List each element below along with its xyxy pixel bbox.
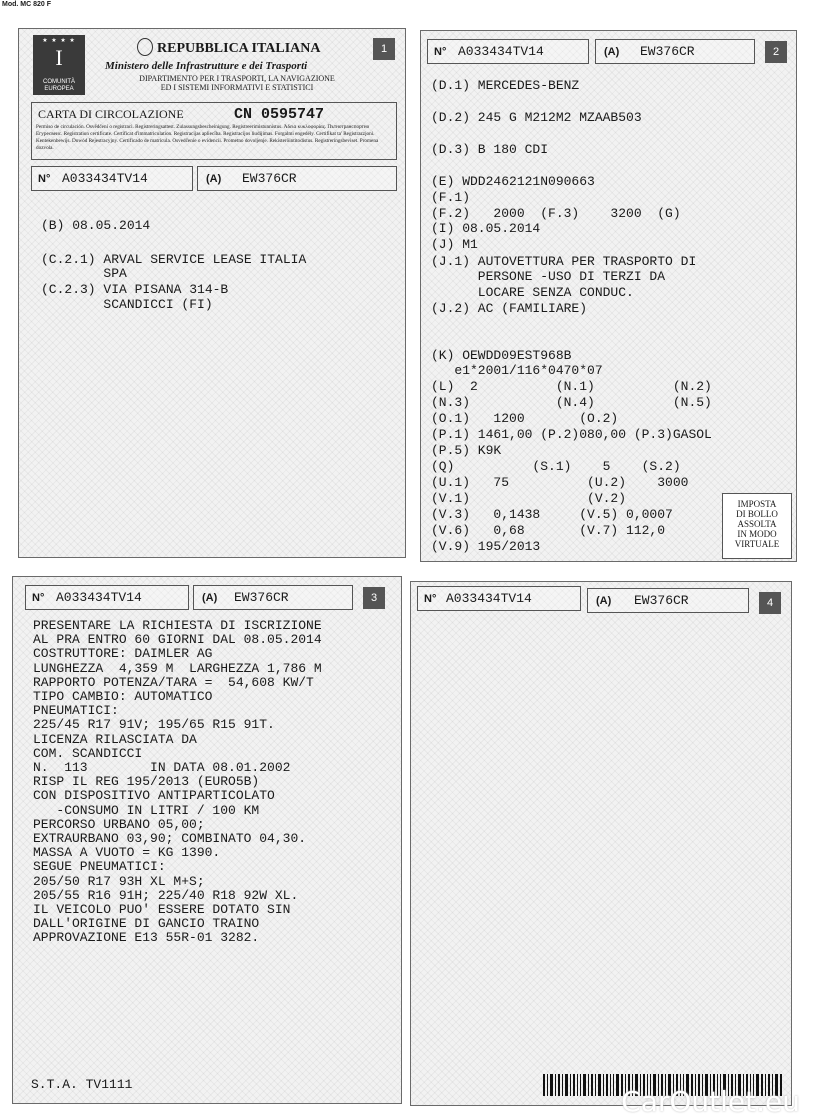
- field-line: (P.1) 1461,00 (P.2)080,00 (P.3)GASOL: [431, 427, 712, 442]
- remark-line: PRESENTARE LA RICHIESTA DI ISCRIZIONE: [33, 618, 322, 633]
- panel-number: 2: [765, 41, 787, 63]
- doc-number: A033434TV14: [446, 591, 532, 606]
- plate-box: [193, 585, 353, 610]
- field-line: (Q) (S.1) 5 (S.2): [431, 459, 681, 474]
- remark-line: COSTRUTTORE: DAIMLER AG: [33, 646, 213, 661]
- doc-number-box: [25, 585, 189, 610]
- carta-header: [31, 102, 397, 160]
- plate-box: [587, 588, 749, 613]
- no-label: N°: [424, 593, 437, 605]
- plate-box: [595, 39, 755, 64]
- remark-line: CON DISPOSITIVO ANTIPARTICOLATO: [33, 788, 275, 803]
- cn-number: CN 0595747: [234, 106, 325, 123]
- remark-line: SEGUE PNEUMATICI:: [33, 859, 166, 874]
- plate-label: (A): [596, 595, 612, 607]
- panel-2: [420, 30, 797, 562]
- sta-code: S.T.A. TV1111: [31, 1077, 133, 1092]
- doc-number-box: [31, 166, 193, 191]
- no-label: N°: [434, 46, 447, 58]
- plate-label: (A): [604, 46, 620, 58]
- eu-country-letter: I: [55, 45, 63, 70]
- remark-line: LICENZA RILASCIATA DA: [33, 732, 197, 747]
- eu-flag-logo: [33, 35, 85, 95]
- remark-line: LUNGHEZZA 4,359 M LARGHEZZA 1,786 M: [33, 661, 322, 676]
- eu-stars-icon: ★ ★ ★ ★: [42, 38, 76, 44]
- remark-line: 205/55 R16 91H; 225/40 R18 92W XL.: [33, 888, 299, 903]
- field-line: (O.1) 1200 (O.2): [431, 411, 619, 426]
- field-line: (F.1): [431, 190, 471, 205]
- plate-number: EW376CR: [634, 593, 689, 608]
- remark-line: PERCORSO URBANO 05,00;: [33, 817, 205, 832]
- field-line: (K) OEWDD09EST968B: [431, 348, 572, 363]
- field-line: (J.1) AUTOVETTURA PER TRASPORTO DI: [431, 254, 697, 269]
- remark-line: COM. SCANDICCI: [33, 746, 143, 761]
- remark-line: 205/50 R17 93H XL M+S;: [33, 874, 205, 889]
- plate-label: (A): [202, 592, 218, 604]
- field-line: SCANDICCI (FI): [41, 297, 213, 312]
- doc-number: A033434TV14: [62, 171, 148, 186]
- plate-label: (A): [206, 173, 222, 185]
- field-line: (V.6) 0,68 (V.7) 112,0: [431, 523, 666, 538]
- field-line: (V.1) (V.2): [431, 491, 627, 506]
- department-name: DIPARTIMENTO PER I TRASPORTI, LA NAVIGAZIONE ED I SISTEMI INFORMATIVI E STATISTICI: [139, 74, 335, 92]
- no-label: N°: [32, 592, 45, 604]
- doc-number: A033434TV14: [56, 590, 142, 605]
- field-line: (V.9) 195/2013: [431, 539, 541, 554]
- remark-line: EXTRAURBANO 03,90; COMBINATO 04,30.: [33, 831, 307, 846]
- remark-line: AL PRA ENTRO 60 GIORNI DAL 08.05.2014: [33, 632, 322, 647]
- doc-number: A033434TV14: [458, 44, 544, 59]
- field-line: PERSONE -USO DI TERZI DA: [431, 269, 666, 284]
- field-line: LOCARE SENZA CONDUC.: [431, 285, 634, 300]
- form-code: Mod. MC 820 F: [2, 1, 52, 8]
- field-line: (D.3) B 180 CDI: [431, 142, 549, 157]
- field-line: (J) M1: [431, 237, 478, 252]
- plate-number: EW376CR: [234, 590, 289, 605]
- remark-line: N. 113 IN DATA 08.01.2002: [33, 760, 291, 775]
- plate-box: [197, 166, 397, 191]
- field-line: (C.2.1) ARVAL SERVICE LEASE ITALIA: [41, 252, 307, 267]
- remark-line: APPROVAZIONE E13 55R-01 3282.: [33, 930, 260, 945]
- field-line: (I) 08.05.2014: [431, 221, 541, 236]
- remark-line: 225/45 R17 91V; 195/65 R15 91T.: [33, 717, 275, 732]
- remark-line: RISP IL REG 195/2013 (EURO5B): [33, 774, 260, 789]
- field-line: (F.2) 2000 (F.3) 3200 (G): [431, 206, 681, 221]
- panel-1: [18, 28, 406, 558]
- field-line: (N.3) (N.4) (N.5): [431, 395, 712, 410]
- remark-line: RAPPORTO POTENZA/TARA = 54,608 KW/T: [33, 675, 314, 690]
- republic-emblem-icon: [137, 38, 153, 56]
- remark-line: -CONSUMO IN LITRI / 100 KM: [33, 803, 260, 818]
- field-line: (V.3) 0,1438 (V.5) 0,0007: [431, 507, 673, 522]
- republic-title: REPUBBLICA ITALIANA: [157, 41, 321, 56]
- field-line: (C.2.3) VIA PISANA 314-B: [41, 282, 229, 297]
- ministry-name: Ministero delle Infrastrutture e dei Trasporti: [105, 60, 308, 72]
- field-line: (P.5) K9K: [431, 443, 502, 458]
- no-label: N°: [38, 173, 51, 185]
- panel-4: [410, 581, 792, 1106]
- field-line: (L) 2 (N.1) (N.2): [431, 379, 712, 394]
- eu-label: COMUNITÀ EUROPEA: [43, 79, 75, 92]
- stamp-duty-box: IMPOSTA DI BOLLO ASSOLTA IN MODO VIRTUALE: [722, 493, 792, 559]
- carta-title: CARTA DI CIRCOLAZIONE: [38, 107, 184, 121]
- plate-number: EW376CR: [640, 44, 695, 59]
- panel-3: [12, 576, 402, 1104]
- remark-line: MASSA A VUOTO = KG 1390.: [33, 845, 221, 860]
- field-line: (J.2) AC (FAMILIARE): [431, 301, 588, 316]
- remark-line: TIPO CAMBIO: AUTOMATICO: [33, 689, 213, 704]
- plate-number: EW376CR: [242, 171, 297, 186]
- field-line: (D.1) MERCEDES-BENZ: [431, 78, 580, 93]
- panel-number: 4: [759, 592, 781, 614]
- panel-number: 3: [363, 587, 385, 609]
- field-line: e1*2001/116*0470*07: [431, 363, 603, 378]
- permit-translations: Permiso de circulación. Osvědčení o registraci. Registreringsattest. Zulassungsbescheinigung. Registreerimistunnistus. Άδεια κυκλοφορίας. Пътнотранспортно Егуресвеис. Registration certificate. Certificat d'immatriculation. Registracijas apliecība. Registracijos liudijimas. Forgalmi engedély. Certifikat ta' Registrazzjoni. Kentekenbewijs. Dowód Rejestracyjny. Certificado de matrícula. Osvedčenie o evidencii. Prometno dovoljenje. Rekisteröintitodistus. Registreringsbeviset. Promena dozvola.: [36, 124, 379, 151]
- remark-line: IL VEICOLO PUO' ESSERE DOTATO SIN: [33, 902, 291, 917]
- remark-line: PNEUMATICI:: [33, 703, 119, 718]
- field-line: (D.2) 245 G M212M2 MZAAB503: [431, 110, 642, 125]
- field-line: (U.1) 75 (U.2) 3000: [431, 475, 689, 490]
- doc-number-box: [417, 586, 581, 611]
- doc-number-box: [427, 39, 589, 64]
- field-line: SPA: [41, 266, 127, 281]
- remark-line: DALL'ORIGINE DI GANCIO TRAINO: [33, 916, 260, 931]
- watermark-text: CarOutlet.eu: [621, 1085, 800, 1118]
- field-line: (E) WDD2462121N090663: [431, 174, 595, 189]
- field-line: (B) 08.05.2014: [41, 218, 151, 233]
- panel-number: 1: [373, 38, 395, 60]
